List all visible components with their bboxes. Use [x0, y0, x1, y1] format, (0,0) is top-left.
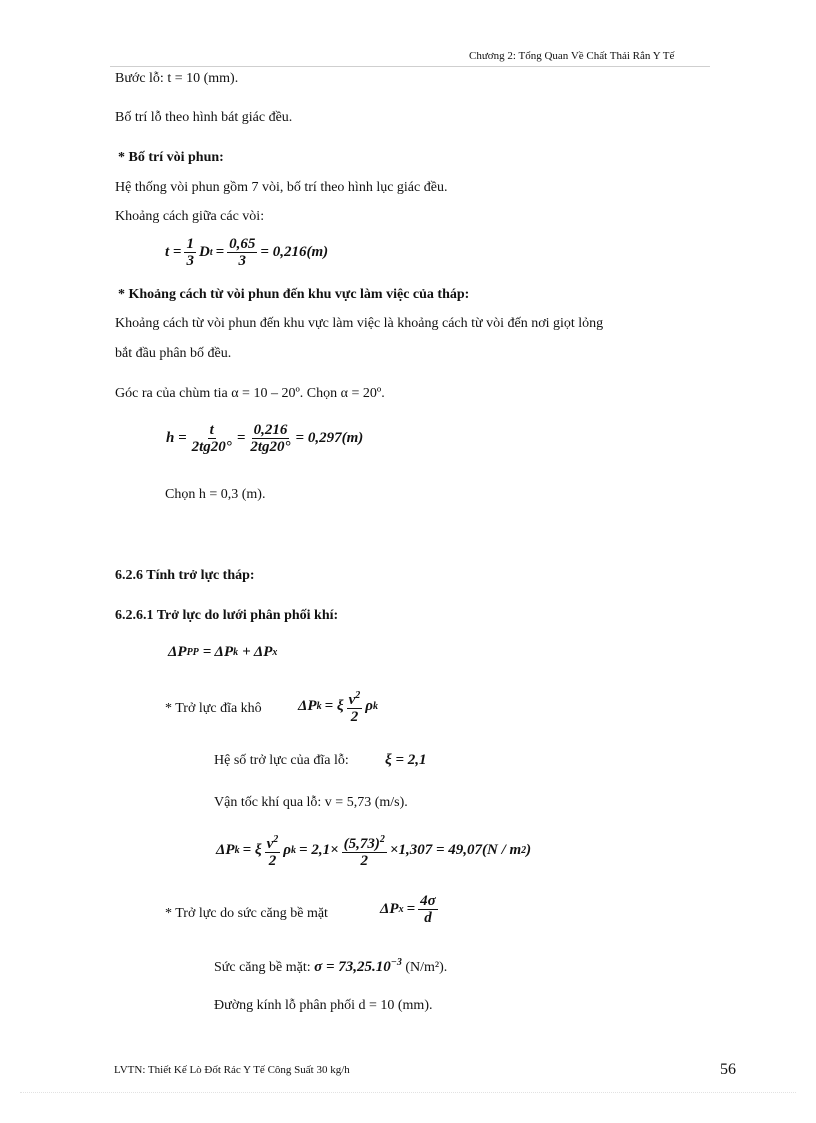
- equation-dp-k-calc: [216, 832, 531, 869]
- eq-dpx-a: ΔP: [380, 901, 399, 917]
- eq-dpk-a-sub: k: [316, 701, 322, 712]
- eq-calc-num: [265, 832, 281, 853]
- eq-calc-num2-sup: 2: [379, 834, 385, 845]
- eq-dpx-a-sub: x: [398, 904, 404, 915]
- eq-dp-b: = ΔP: [202, 644, 234, 660]
- eq-dpx-den: d: [424, 910, 432, 926]
- eq-dpk-rho: ρ: [365, 698, 374, 714]
- eq-dpk-a: ΔP: [298, 698, 317, 714]
- eq-calc-frac: [265, 832, 281, 869]
- eq-calc-d-sup: 2: [521, 845, 527, 856]
- eq-dp-b-sub: k: [233, 647, 239, 658]
- eq-t-eq: =: [215, 244, 225, 260]
- heading-6-2-6-1: 6.2.6.1 Trở lực do lưới phân phối khí:: [115, 608, 339, 623]
- eq-sigma-sup: −3: [390, 957, 402, 968]
- eq-calc-frac2: [342, 832, 387, 869]
- eq-t-frac1: [184, 236, 196, 269]
- text-suc-cang-label: Sức căng bề mặt:: [214, 960, 311, 975]
- header-rule: [110, 66, 710, 67]
- equation-dp-k: [298, 688, 378, 725]
- eq-t-frac2-den: 3: [238, 253, 247, 269]
- eq-calc-a: ΔP: [216, 842, 235, 858]
- heading-bo-tri-voi-phun: * Bố trí vòi phun:: [118, 150, 224, 165]
- page-edge-line: [20, 1092, 796, 1093]
- eq-t-frac1-den: 3: [186, 253, 194, 269]
- text-bo-tri-lo: Bố trí lỗ theo hình bát giác đều.: [115, 110, 293, 125]
- eq-dpx-b: =: [406, 901, 416, 917]
- text-kc-desc-2: bắt đầu phân bố đều.: [115, 346, 232, 361]
- eq-dpx-frac: [418, 893, 438, 926]
- equation-dp-pp: [168, 644, 277, 661]
- running-header: Chương 2: Tổng Quan Về Chất Thải Rắn Y Tế: [469, 50, 675, 62]
- eq-dp-c: + ΔP: [242, 644, 273, 660]
- eq-calc-e: ): [526, 842, 532, 858]
- eq-calc-den2: 2: [360, 853, 369, 869]
- eq-t-D-sub: t: [209, 247, 213, 258]
- eq-calc-num-sup: 2: [273, 834, 279, 845]
- eq-h-frac1: [190, 422, 234, 455]
- text-van-toc: Vận tốc khí qua lỗ: v = 5,73 (m/s).: [214, 795, 408, 810]
- text-suc-cang: [214, 957, 447, 976]
- text-goc-ra: Góc ra của chùm tia α = 10 – 20º. Chọn α = 20º.: [115, 386, 385, 401]
- eq-t-lhs: t =: [165, 244, 182, 260]
- eq-h-frac2-den: 2tg20°: [250, 439, 291, 455]
- equation-xi: ξ = 2,1: [385, 752, 427, 768]
- text-tro-luc-scbm: * Trở lực do sức căng bề mặt: [165, 906, 328, 921]
- equation-h: [166, 422, 363, 455]
- eq-dpk-den: 2: [350, 709, 359, 725]
- eq-t-frac2: [227, 236, 257, 269]
- running-footer: LVTN: Thiết Kế Lò Đốt Rác Y Tế Công Suất 30 kg/h: [114, 1064, 350, 1076]
- equation-t: [165, 236, 328, 269]
- page-number: 56: [720, 1061, 736, 1078]
- eq-h-frac2: [248, 422, 292, 455]
- eq-dpk-num: [347, 688, 363, 709]
- text-kc-desc-1: Khoảng cách từ vòi phun đến khu vực làm việc là khoảng cách từ vòi đến nơi giọt lỏng: [115, 316, 604, 331]
- eq-dpk-b: = ξ: [324, 698, 344, 714]
- eq-calc-num-v: v: [266, 836, 274, 852]
- text-khoang-cach: Khoảng cách giữa các vòi:: [115, 209, 265, 224]
- eq-calc-den: 2: [268, 853, 277, 869]
- eq-calc-num2-v: (5,73): [343, 836, 380, 852]
- text-tro-luc-dia: * Trở lực đĩa khô: [165, 701, 262, 716]
- text-duong-kinh: Đường kính lỗ phân phối d = 10 (mm).: [214, 998, 433, 1013]
- eq-h-frac1-den: 2tg20°: [191, 439, 232, 455]
- eq-calc-c: = 2,1×: [299, 842, 339, 858]
- eq-dpk-num-v: v: [348, 692, 356, 708]
- heading-6-2-6: 6.2.6 Tính trở lực tháp:: [115, 568, 255, 583]
- eq-dpk-frac: [347, 688, 363, 725]
- text-buoc-lo: Bước lỗ: t = 10 (mm).: [115, 71, 239, 86]
- eq-dp-c-sub: x: [272, 647, 278, 658]
- eq-dp-a: ΔP: [168, 644, 187, 660]
- eq-calc-d: ×1,307 = 49,07(N / m: [389, 842, 522, 858]
- text-he-so: Hệ số trở lực của đĩa lỗ:: [214, 753, 349, 768]
- eq-h-lhs: h =: [166, 430, 187, 446]
- equation-dp-x: [380, 893, 441, 926]
- eq-dpk-rho-sub: k: [373, 701, 379, 712]
- eq-calc-a-sub: k: [234, 845, 240, 856]
- eq-t-frac2-num: 0,65: [229, 236, 256, 252]
- eq-dpk-num-sup: 2: [355, 690, 361, 701]
- eq-t-frac1-num: 1: [186, 236, 194, 252]
- eq-h-frac1-num: t: [209, 422, 214, 438]
- eq-calc-rho: ρ: [283, 842, 292, 858]
- text-he-thong: Hệ thống vòi phun gồm 7 vòi, bố trí theo hình lục giác đều.: [115, 180, 448, 195]
- eq-calc-b: = ξ: [242, 842, 262, 858]
- eq-h-eq: =: [236, 430, 246, 446]
- text-chon-h: Chọn h = 0,3 (m).: [165, 487, 266, 502]
- eq-t-rhs: = 0,216(m): [260, 244, 329, 260]
- eq-h-frac2-num: 0,216: [253, 422, 288, 438]
- eq-sigma: [314, 959, 402, 975]
- eq-t-D: D: [198, 244, 210, 260]
- eq-calc-rho-sub: k: [291, 845, 297, 856]
- eq-dpx-num: 4σ: [420, 893, 436, 909]
- eq-sigma-main: σ = 73,25.10: [314, 959, 391, 975]
- text-suc-cang-unit: (N/m²).: [405, 960, 448, 975]
- eq-h-rhs: = 0,297(m): [295, 430, 364, 446]
- eq-dp-a-sub: PP: [186, 647, 199, 658]
- heading-khoang-cach: * Khoảng cách từ vòi phun đến khu vực làm việc của tháp:: [118, 287, 470, 302]
- eq-calc-num2: [342, 832, 387, 853]
